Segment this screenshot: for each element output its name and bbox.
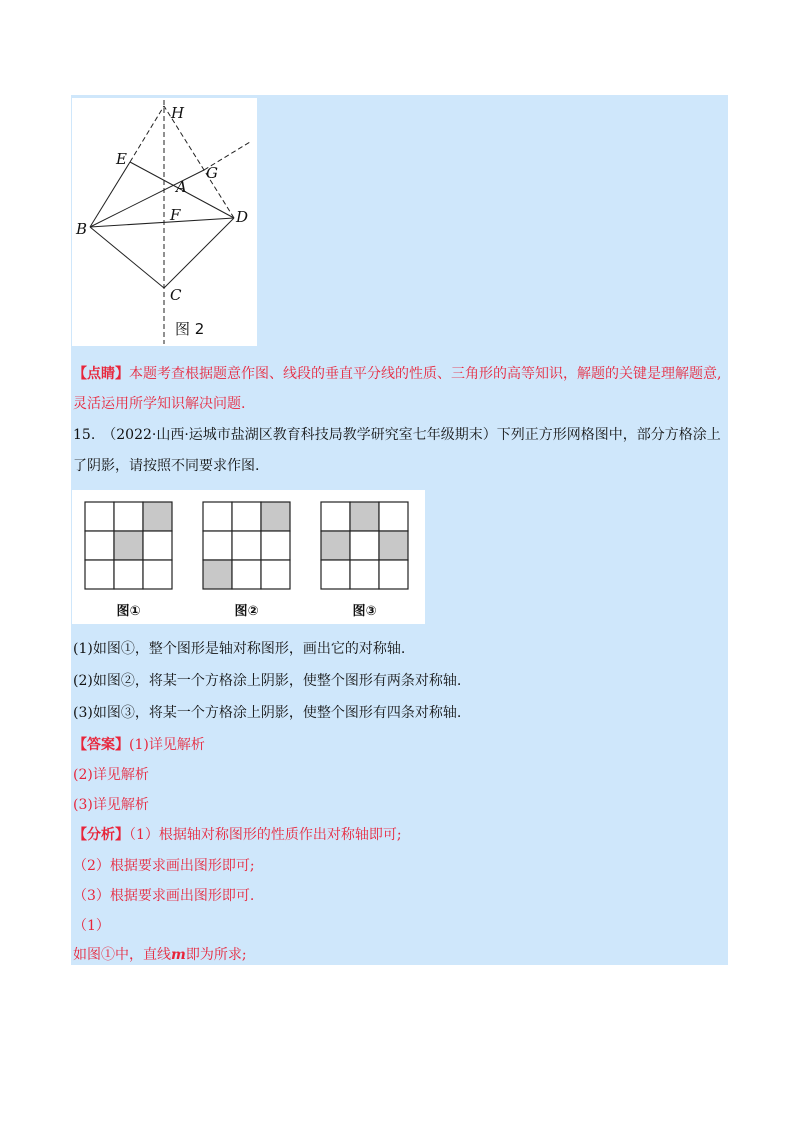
label-g: G bbox=[206, 164, 218, 182]
grid-cell bbox=[261, 560, 290, 589]
grid-caption-1: 图① bbox=[116, 604, 141, 619]
analysis-line-5 bbox=[73, 947, 247, 963]
label-d: D bbox=[236, 208, 249, 226]
grid-cell bbox=[379, 502, 408, 531]
grid-1 bbox=[85, 502, 172, 619]
grid-cell-shaded bbox=[379, 531, 408, 560]
grid-cell bbox=[379, 560, 408, 589]
grid-cell bbox=[114, 502, 143, 531]
grid-cell-shaded bbox=[261, 502, 290, 531]
grid-caption-3: 图③ bbox=[352, 604, 377, 619]
grid-cell-shaded bbox=[143, 502, 172, 531]
analysis-line-2: （2）根据要求画出图形即可; bbox=[73, 858, 255, 874]
grid-cell bbox=[143, 531, 172, 560]
segment-bd bbox=[90, 218, 234, 227]
label-h: H bbox=[171, 104, 185, 122]
grid-cell bbox=[232, 502, 261, 531]
grid-cell bbox=[85, 531, 114, 560]
remark-line-1 bbox=[73, 366, 721, 382]
grid-cell bbox=[203, 531, 232, 560]
answer-line-1 bbox=[73, 737, 205, 753]
answer-tag: 【答案】 bbox=[73, 737, 129, 753]
question-line-2: 了阴影，请按照不同要求作图. bbox=[73, 458, 260, 474]
part-1: (1)如图①，整个图形是轴对称图形，画出它的对称轴. bbox=[73, 641, 406, 657]
grid-caption-2: 图② bbox=[234, 604, 259, 619]
grid-cell bbox=[232, 531, 261, 560]
grid-cell bbox=[350, 560, 379, 589]
segment-dc bbox=[164, 218, 234, 288]
analysis-line-4: （1） bbox=[73, 918, 110, 934]
grid-cell bbox=[143, 560, 172, 589]
grid-cell bbox=[114, 560, 143, 589]
grid-cell bbox=[261, 531, 290, 560]
label-f: F bbox=[170, 206, 181, 224]
analysis-line-1 bbox=[73, 827, 402, 843]
grid-cell-shaded bbox=[114, 531, 143, 560]
grid-cell-shaded bbox=[203, 560, 232, 589]
remark-tag: 【点睛】 bbox=[73, 366, 129, 382]
answer-line-2: (2)详见解析 bbox=[73, 767, 149, 783]
analysis-tag: 【分析】 bbox=[73, 827, 129, 843]
grid-cell-shaded bbox=[350, 502, 379, 531]
grid-cell bbox=[321, 560, 350, 589]
figure-caption: 图 2 bbox=[175, 320, 205, 338]
grid-cell bbox=[321, 502, 350, 531]
grid-cell-shaded bbox=[321, 531, 350, 560]
geometry-figure bbox=[72, 98, 257, 346]
part-3: (3)如图③，将某一个方格涂上阴影，使整个图形有四条对称轴. bbox=[73, 705, 462, 721]
analysis-text-5b: 即为所求; bbox=[185, 947, 247, 963]
grid-figures bbox=[72, 490, 425, 624]
grid-3 bbox=[321, 502, 408, 619]
grid-cell bbox=[350, 531, 379, 560]
grid-cell bbox=[232, 560, 261, 589]
label-e: E bbox=[116, 150, 127, 168]
analysis-text-1: （1）根据轴对称图形的性质作出对称轴即可; bbox=[129, 827, 402, 843]
label-a: A bbox=[176, 178, 187, 196]
analysis-text-5a: 如图①中，直线 bbox=[73, 947, 171, 963]
grid-cell bbox=[85, 560, 114, 589]
dashed-line-eh bbox=[130, 106, 164, 162]
grid-2 bbox=[203, 502, 290, 619]
part-2: (2)如图②，将某一个方格涂上阴影，使整个图形有两条对称轴. bbox=[73, 673, 462, 689]
label-b: B bbox=[76, 220, 88, 238]
answer-line-3: (3)详见解析 bbox=[73, 797, 149, 813]
answer-text-1: (1)详见解析 bbox=[129, 737, 205, 753]
remark-text-1: 本题考查根据题意作图、线段的垂直平分线的性质、三角形的高等知识，解题的关键是理解题意, bbox=[129, 366, 722, 382]
label-c: C bbox=[170, 286, 182, 304]
grid-cell bbox=[203, 502, 232, 531]
question-line-1: 15. （2022·山西·运城市盐湖区教育科技局教学研究室七年级期末）下列正方形网格图中，部分方格涂上 bbox=[73, 427, 721, 443]
dashed-line-dh bbox=[164, 106, 234, 218]
variable-m: m bbox=[171, 947, 186, 963]
grid-cell bbox=[85, 502, 114, 531]
analysis-line-3: （3）根据要求画出图形即可. bbox=[73, 888, 255, 904]
remark-line-2: 灵活运用所学知识解决问题. bbox=[73, 396, 246, 412]
segment-bc bbox=[90, 227, 164, 288]
